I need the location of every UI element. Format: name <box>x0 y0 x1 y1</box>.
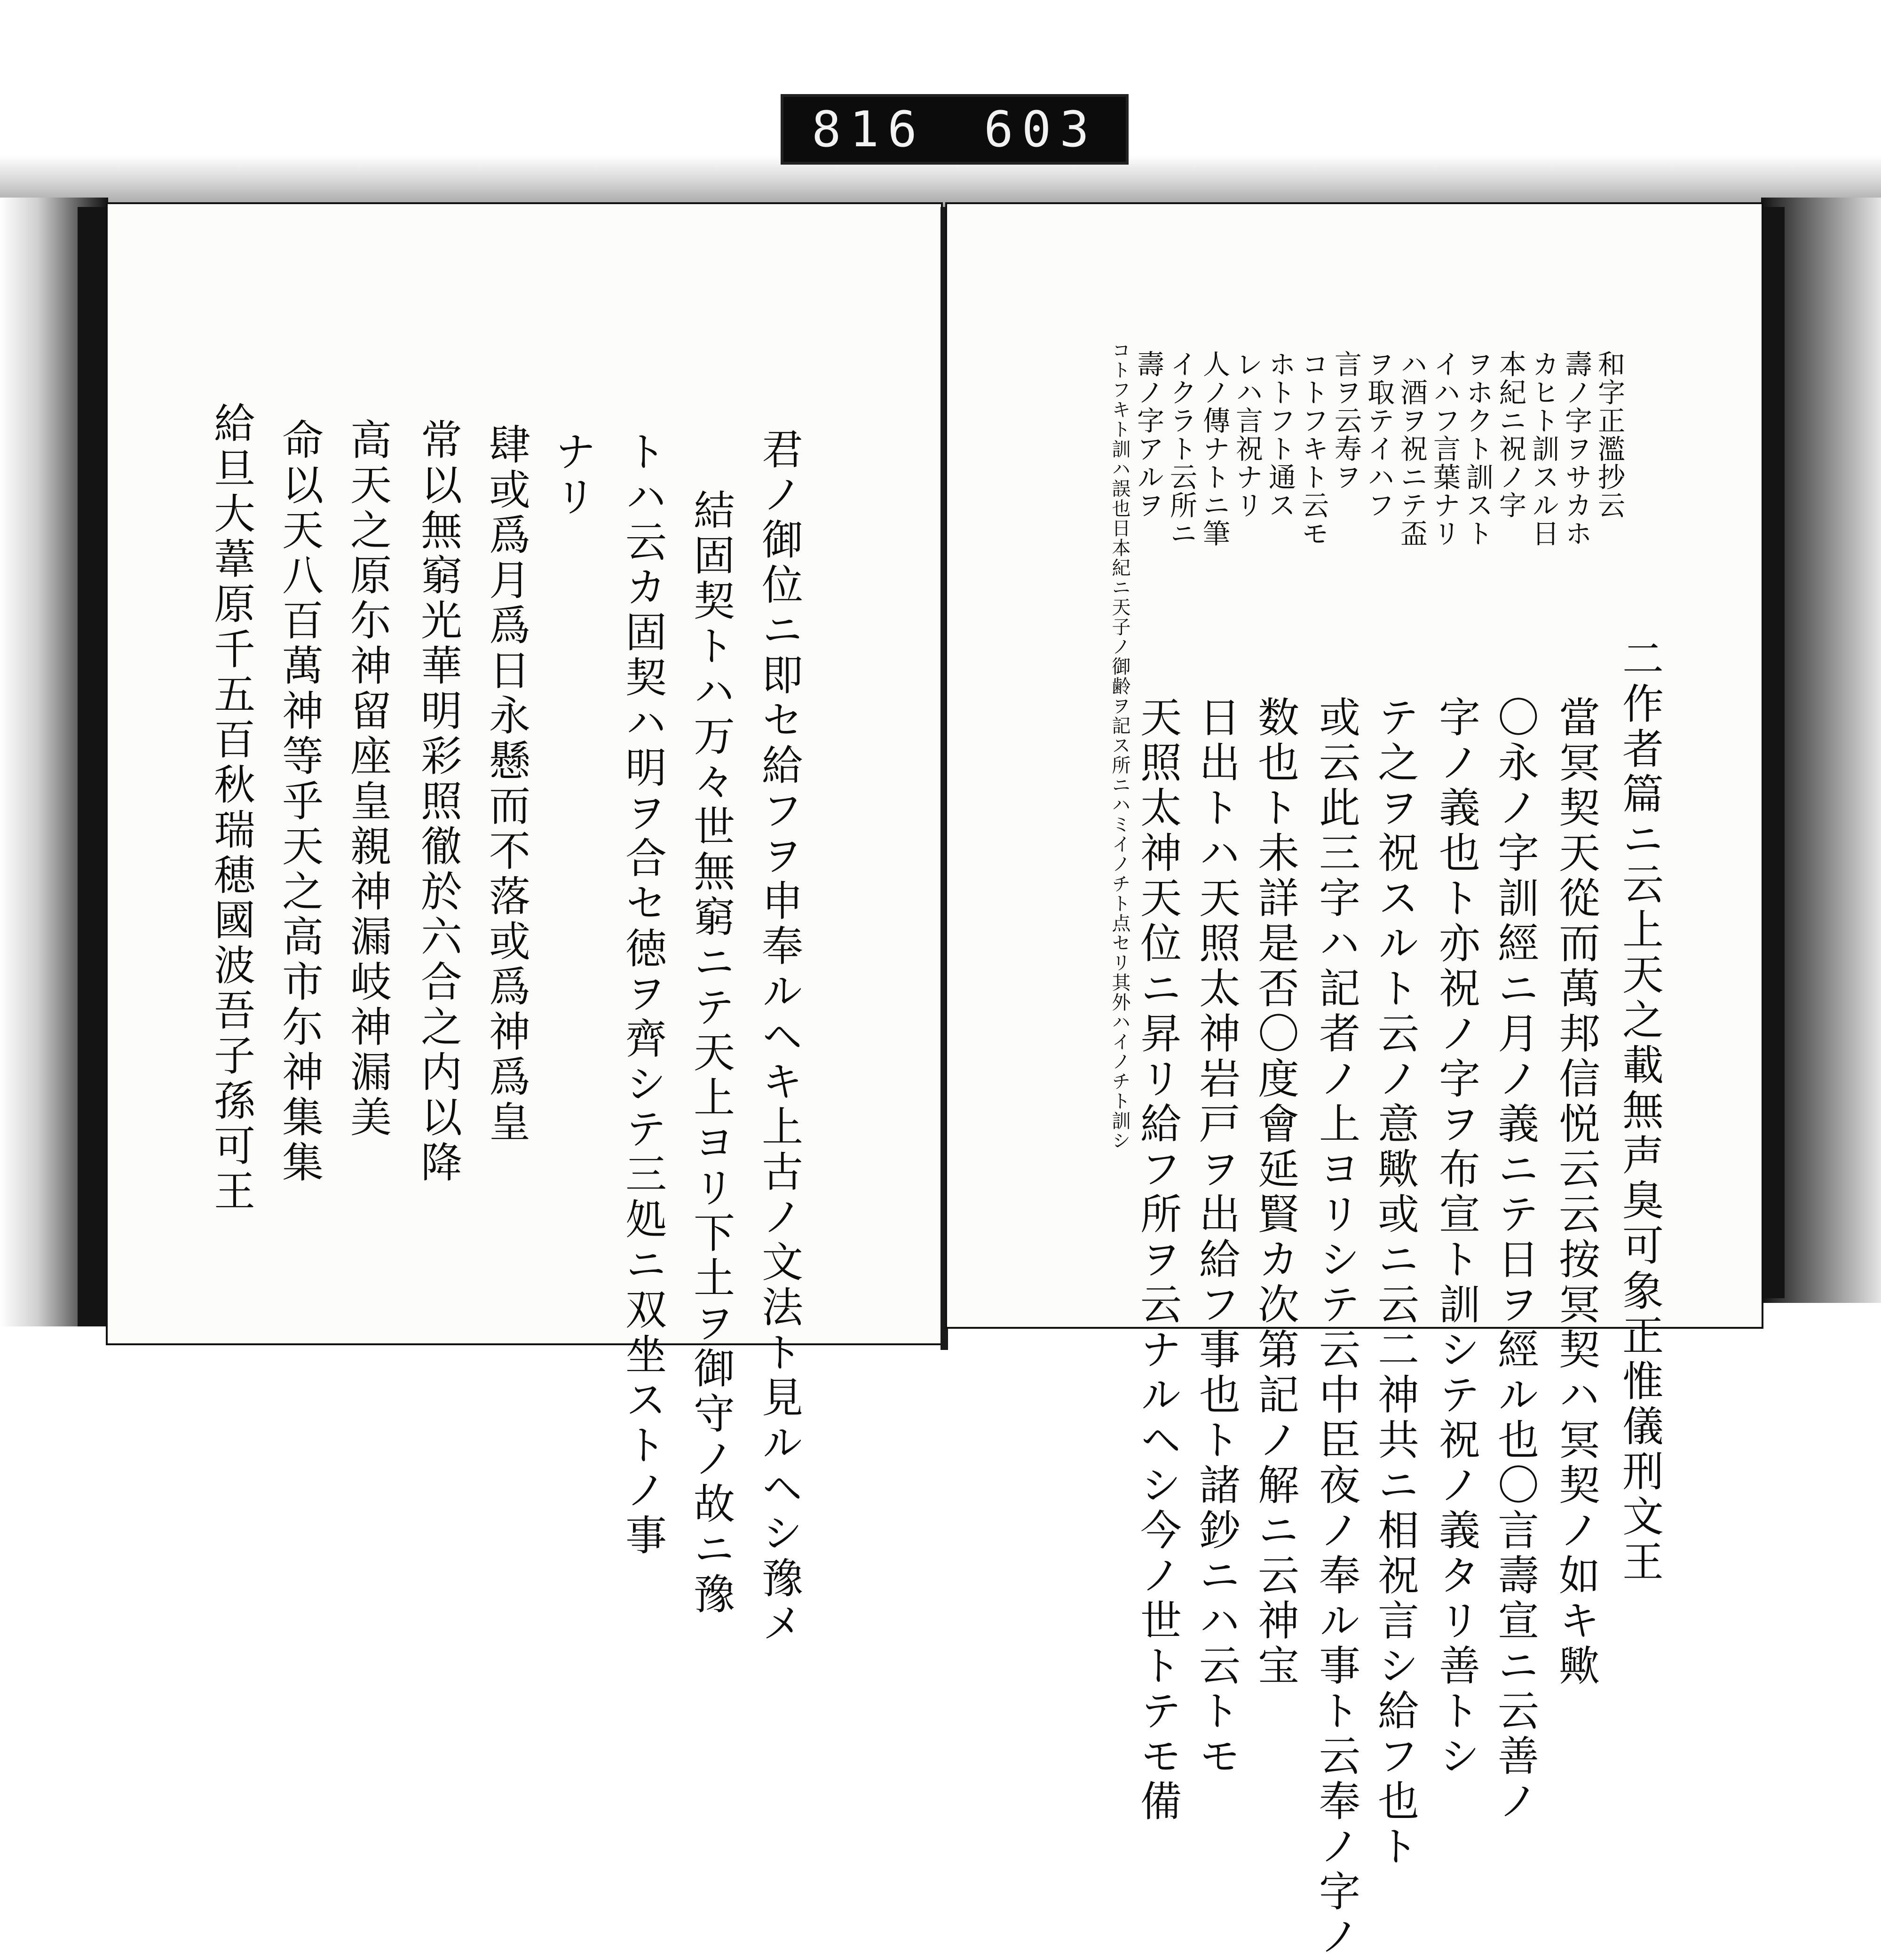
note-column: カヒト訓スル日 <box>1527 350 1559 548</box>
note-column: 言ヲ云寿ヲ <box>1330 350 1362 491</box>
text-column: 高天之原尓神留座皇親神漏岐神漏美 <box>344 418 392 1141</box>
accession-number-left: 816 <box>812 101 925 158</box>
note-column: イクラト云所ニ <box>1165 350 1197 548</box>
text-column: 給旦大葦原千五百秋瑞穂國波吾子孫可王 <box>207 402 256 1214</box>
note-column: レハ言祝ナリ <box>1231 350 1263 519</box>
text-column: 〇永ノ字訓經ニ月ノ義ニテ日ヲ經ル也〇言壽宣ニ云善ノ <box>1491 696 1540 1825</box>
note-column: ヲ取テイハフ <box>1363 350 1395 519</box>
text-column: 結固契トハ万々世無窮ニテ天上ヨリ下土ヲ御守ノ故ニ豫 <box>687 489 735 1618</box>
note-column: 壽ノ字ヲサカホ <box>1560 350 1592 548</box>
note-column: ハ酒ヲ祝ニテ盃 <box>1396 350 1428 548</box>
text-column: 数也ト未詳是否〇度會延賢カ次第記ノ解ニ云神宝 <box>1251 696 1300 1689</box>
note-column: ヲホクト訓スト <box>1462 350 1494 548</box>
text-column: テ之ヲ祝スルト云ノ意歟或ニ云二神共ニ相祝言シ給フ也ト <box>1371 696 1420 1870</box>
text-column: 或云此三字ハ記者ノ上ヨリシテ云中臣夜ノ奉ル事ト云奉ノ字ノ <box>1312 696 1361 1960</box>
text-column: 肆或爲月爲日永懸而不落或爲神爲皇 <box>482 423 531 1145</box>
right-binding <box>1761 207 1785 1298</box>
accession-number-right: 603 <box>984 101 1098 158</box>
left-page <box>106 202 943 1647</box>
right-page <box>945 202 1763 1960</box>
note-column: 壽ノ字アルヲ <box>1132 350 1164 519</box>
text-column: 常以無窮光華明彩照徹於六合之内以降 <box>414 418 463 1186</box>
note-column: 人ノ傳ナトニ筆 <box>1198 350 1230 548</box>
text-column: 命以天八百萬神等乎天之高市尓神集集 <box>276 418 324 1186</box>
accession-label <box>781 94 1129 165</box>
note-column: コトフキト云モ <box>1297 350 1329 548</box>
text-column: 當冥契天從而萬邦信悦云云按冥契ハ冥契ノ如キ歟 <box>1552 696 1601 1689</box>
note-column: イハフ言葉ナリ <box>1429 350 1461 548</box>
text-column: ナリ <box>548 430 597 520</box>
note-column: 本紀ニ祝ノ字 <box>1494 350 1526 519</box>
text-column: 字ノ義也ト亦祝ノ字ヲ布宣ト訓シテ祝ノ義タリ善トシ <box>1432 696 1481 1779</box>
text-column: 君ノ御位ニ即セ給フヲ申奉ルヘキ上古ノ文法ト見ルヘシ豫メ <box>755 428 804 1647</box>
note-column: コトフキト訓ハ誤也日本紀ニ天子ノ御齢ヲ記ス所ニハミイノチト点セリ其外ハイノチト訓シ <box>1109 341 1130 1151</box>
text-column: 天照太神天位ニ昇リ給フ所ヲ云ナルヘシ今ノ世トテモ備 <box>1134 696 1182 1825</box>
text-column: 二作者篇ニ云上天之載無声臭可象正惟儀刑文王 <box>1616 637 1664 1585</box>
text-column: 日出トハ天照太神岩戸ヲ出給フ事也ト諸鈔ニハ云トモ <box>1193 696 1241 1779</box>
note-column: ホトフト通ス <box>1264 350 1296 519</box>
text-column: トハ云カ固契ハ明ヲ合セ徳ヲ齊シテ三処ニ双坐ストノ事 <box>619 430 667 1559</box>
note-column: 和字正濫抄云 <box>1593 350 1625 519</box>
